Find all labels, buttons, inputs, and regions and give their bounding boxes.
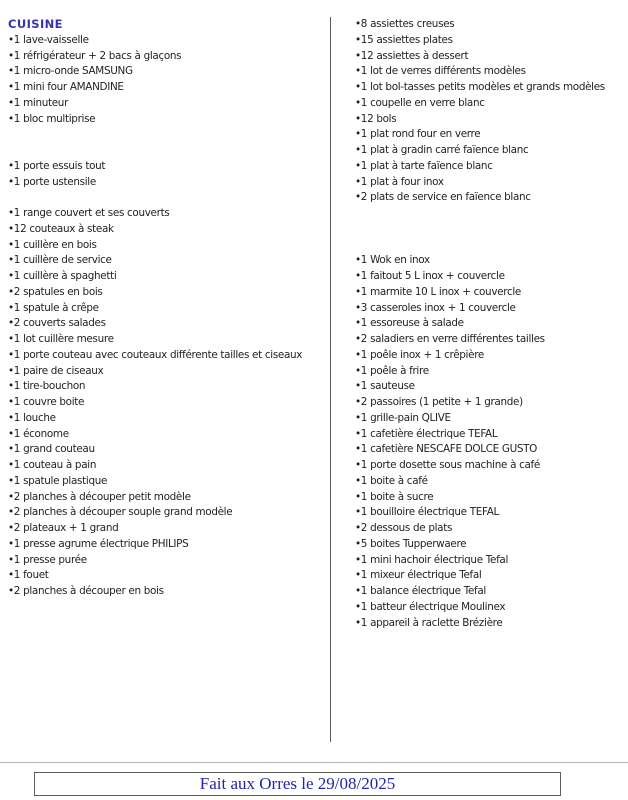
inventory-line: •1 lave-vaisselle	[8, 33, 89, 46]
inventory-line	[8, 143, 330, 159]
inventory-line: •1 grille-pain QLIVE	[355, 411, 451, 424]
inventory-line: •2 planches à découper petit modèle	[8, 490, 191, 503]
inventory-line: •2 planches à découper en bois	[8, 585, 164, 597]
inventory-line: •1 couvre boite	[8, 396, 85, 408]
inventory-line: •1 bouilloire électrique TEFAL	[355, 506, 499, 519]
inventory-line: •1 mini hachoir électrique Tefal	[355, 553, 509, 566]
inventory-line: •12 couteaux à steak	[8, 222, 114, 235]
footer-box	[34, 772, 561, 796]
inventory-line: •1 plat à gradin carré faïence blanc	[355, 144, 529, 156]
inventory-line: •1 lot de verres différents modèles	[355, 65, 526, 78]
inventory-line: •1 cuillère à spaghetti	[8, 270, 117, 282]
inventory-line	[8, 190, 330, 206]
inventory-line: •1 boite à sucre	[355, 490, 434, 503]
inventory-line: •12 bols	[355, 112, 397, 125]
inventory-line: •5 boites Tupperwaere	[355, 537, 467, 550]
column-divider	[330, 17, 331, 742]
inventory-line: •1 louche	[8, 411, 56, 424]
inventory-line	[355, 206, 628, 222]
inventory-line	[355, 238, 628, 254]
inventory-line: •2 couverts salades	[8, 317, 106, 330]
inventory-line: •1 porte essuis tout	[8, 159, 106, 172]
inventory-line	[355, 222, 628, 238]
inventory-line: •1 grand couteau	[8, 443, 95, 456]
inventory-line: •1 minuteur	[8, 96, 69, 109]
inventory-line: •1 cuillère en bois	[8, 238, 97, 251]
section-title-cuisine: CUISINE	[8, 17, 63, 31]
inventory-line: •1 essoreuse à salade	[355, 317, 464, 330]
inventory-line: •1 coupelle en verre blanc	[355, 96, 485, 109]
inventory-line: •1 économe	[8, 427, 69, 440]
inventory-line: •3 casseroles inox + 1 couvercle	[355, 301, 516, 314]
inventory-line: •1 porte couteau avec couteaux différente tailles et ciseaux	[8, 348, 303, 361]
inventory-line: •1 spatule plastique	[8, 474, 108, 487]
inventory-line: •1 plat à tarte faïence blanc	[355, 159, 493, 172]
inventory-line: •1 plat à four inox	[355, 175, 444, 188]
inventory-line: •1 micro-onde SAMSUNG	[8, 65, 133, 78]
inventory-line: •1 plat rond four en verre	[355, 128, 481, 141]
inventory-line: •1 balance électrique Tefal	[355, 585, 486, 597]
inventory-line: •1 faitout 5 L inox + couvercle	[355, 270, 505, 282]
inventory-line: •1 appareil à raclette Brézière	[355, 616, 503, 629]
inventory-line: •2 plateaux + 1 grand	[8, 522, 119, 534]
inventory-line: •2 passoires (1 petite + 1 grande)	[355, 396, 523, 408]
inventory-line: •1 couteau à pain	[8, 459, 97, 471]
inventory-line: •2 spatules en bois	[8, 285, 103, 298]
inventory-line: •1 mini four AMANDINE	[8, 81, 124, 93]
inventory-line: •1 spatule à crêpe	[8, 301, 99, 314]
inventory-line: •1 Wok en inox	[355, 254, 430, 267]
inventory-line: •1 fouet	[8, 569, 49, 582]
footer-date-text: Fait aux Orres le 29/08/2025	[199, 774, 396, 793]
inventory-line: •2 dessous de plats	[355, 522, 453, 534]
inventory-line: •1 cafetière électrique TEFAL	[355, 427, 498, 440]
inventory-line: •1 poêle inox + 1 crêpière	[355, 348, 484, 361]
inventory-line: •8 assiettes creuses	[355, 18, 455, 30]
inventory-line: •12 assiettes à dessert	[355, 49, 469, 62]
inventory-line: •1 sauteuse	[355, 380, 415, 393]
inventory-line: •1 lot cuillère mesure	[8, 333, 114, 345]
inventory-line: •1 poêle à frire	[355, 364, 429, 377]
inventory-line: •1 cafetière NESCAFE DOLCE GUSTO	[355, 443, 538, 456]
right-item-list	[355, 17, 628, 631]
inventory-line: •1 porte dosette sous machine à café	[355, 459, 540, 471]
inventory-line: •1 réfrigérateur + 2 bacs à glaçons	[8, 49, 182, 62]
inventory-line: •1 lot bol-tasses petits modèles et grands modèles	[355, 81, 605, 93]
footer-rule	[0, 762, 628, 763]
inventory-line: •2 planches à découper souple grand modèle	[8, 506, 233, 519]
left-column	[8, 17, 330, 600]
inventory-line: •1 presse agrume électrique PHILIPS	[8, 537, 189, 550]
inventory-line: •1 tire-bouchon	[8, 380, 86, 393]
inventory-line: •1 presse purée	[8, 553, 87, 566]
inventory-line: •1 cuillère de service	[8, 254, 112, 267]
inventory-line: •2 plats de service en faïence blanc	[355, 191, 531, 204]
inventory-line: •15 assiettes plates	[355, 33, 453, 46]
inventory-line: •1 mixeur électrique Tefal	[355, 569, 482, 582]
inventory-line: •2 saladiers en verre différentes tailles	[355, 333, 545, 345]
inventory-line: •1 porte ustensile	[8, 175, 96, 188]
inventory-line: •1 marmite 10 L inox + couvercle	[355, 285, 521, 298]
inventory-line: •1 boite à café	[355, 474, 428, 487]
inventory-line: •1 range couvert et ses couverts	[8, 207, 170, 219]
inventory-line: •1 bloc multiprise	[8, 112, 96, 125]
inventory-line	[8, 127, 330, 143]
inventory-line: •1 batteur électrique Moulinex	[355, 600, 506, 613]
inventory-line: •1 paire de ciseaux	[8, 364, 104, 377]
right-column	[355, 17, 628, 631]
left-item-list	[8, 33, 330, 600]
